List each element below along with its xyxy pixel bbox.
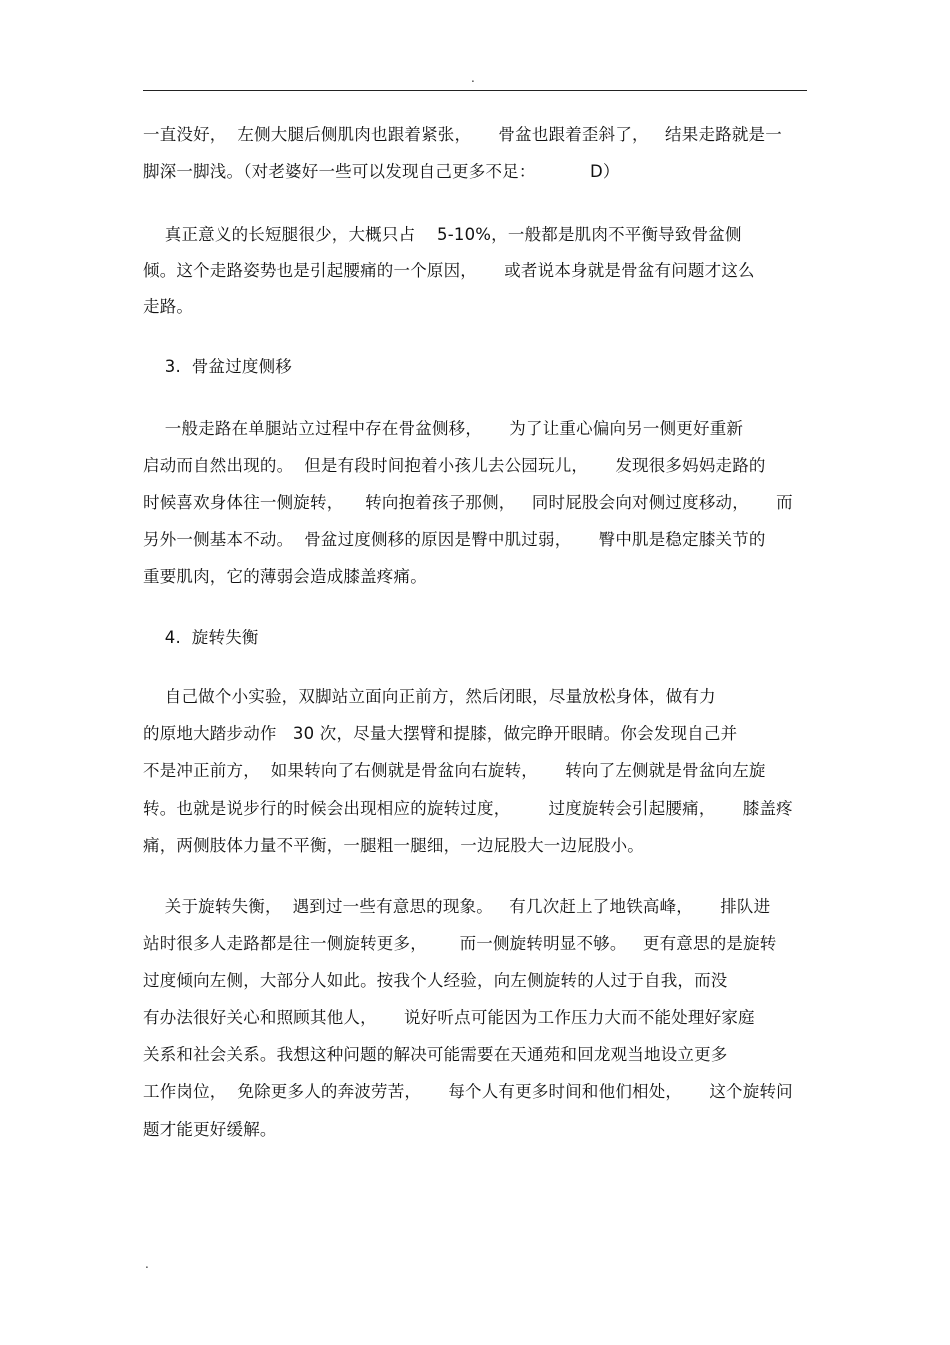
text-line: 重要肌肉，它的薄弱会造成膝盖疼痛。 xyxy=(143,567,427,586)
text-line: 时候喜欢身体往一侧旋转， 转向抱着孩子那侧， 同时屁股会向对侧过度移动， 而 xyxy=(143,493,793,512)
text-line: 过度倾向左侧，大部分人如此。按我个人经验，向左侧旋转的人过于自我，而没 xyxy=(143,971,728,990)
text-line: 真正意义的长短腿很少，大概只占 5-10%，一般都是肌肉不平衡导致骨盆侧 xyxy=(143,225,742,244)
text-line: 的原地大踏步动作 30 次，尽量大摆臂和提膝，做完睁开眼睛。你会发现自己并 xyxy=(143,724,738,743)
section-heading: 3. 骨盆过度侧移 xyxy=(143,357,293,376)
text-line: 痛，两侧肢体力量不平衡，一腿粗一腿细，一边屁股大一边屁股小。 xyxy=(143,836,644,855)
text-line: 转。也就是说步行的时候会出现相应的旋转过度， 过度旋转会引起腰痛， 膝盖疼 xyxy=(143,799,793,818)
page-header-mark: . xyxy=(471,71,475,85)
text-line: 脚深一脚浅。（对老婆好一些可以发现自己更多不足： D） xyxy=(143,162,620,181)
text-line: 不是冲正前方， 如果转向了右侧就是骨盆向右旋转， 转向了左侧就是骨盆向左旋 xyxy=(143,761,766,780)
text-line: 倾。这个走路姿势也是引起腰痛的一个原因， 或者说本身就是骨盆有问题才这么 xyxy=(143,261,755,280)
text-line: 一直没好， 左侧大腿后侧肌肉也跟着紧张， 骨盆也跟着歪斜了， 结果走路就是一 xyxy=(143,125,782,144)
text-line: 工作岗位， 免除更多人的奔波劳苦， 每个人有更多时间和他们相处， 这个旋转问 xyxy=(143,1082,793,1101)
section-heading: 4. 旋转失衡 xyxy=(143,628,259,647)
page-footer-mark: . xyxy=(145,1257,149,1271)
text-line: 有办法很好关心和照顾其他人， 说好听点可能因为工作压力大而不能处理好家庭 xyxy=(143,1008,755,1027)
text-line: 站时很多人走路都是往一侧旋转更多， 而一侧旋转明显不够。 更有意思的是旋转 xyxy=(143,934,777,953)
text-line: 题才能更好缓解。 xyxy=(143,1120,277,1139)
text-line: 自己做个小实验，双脚站立面向正前方，然后闭眼，尽量放松身体，做有力 xyxy=(143,687,716,706)
header-divider xyxy=(143,90,807,91)
text-line: 另外一侧基本不动。 骨盆过度侧移的原因是臀中肌过弱， 臀中肌是稳定膝关节的 xyxy=(143,530,766,549)
text-line: 启动而自然出现的。 但是有段时间抱着小孩儿去公园玩儿， 发现很多妈妈走路的 xyxy=(143,456,766,475)
text-line: 走路。 xyxy=(143,297,194,316)
text-line: 关于旋转失衡， 遇到过一些有意思的现象。 有几次赶上了地铁高峰， 排队进 xyxy=(143,897,771,916)
text-line: 一般走路在单腿站立过程中存在骨盆侧移， 为了让重心偏向另一侧更好重新 xyxy=(143,419,744,438)
text-line: 关系和社会关系。我想这种问题的解决可能需要在天通苑和回龙观当地设立更多 xyxy=(143,1045,728,1064)
